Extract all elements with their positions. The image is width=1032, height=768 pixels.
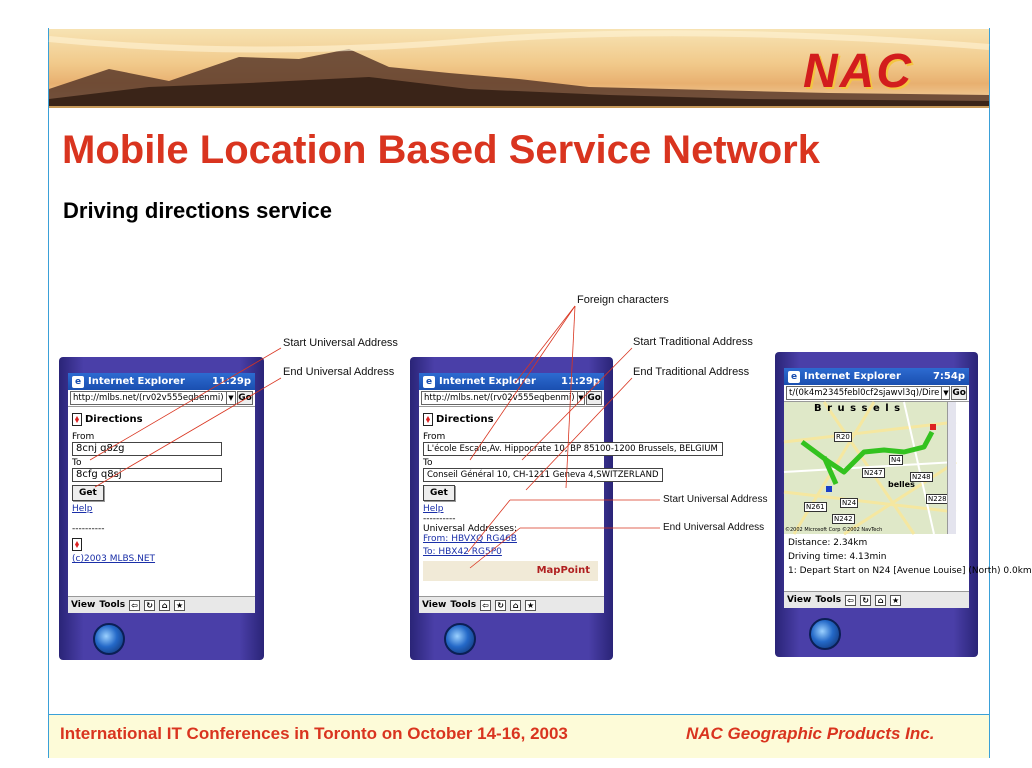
ie-icon: e (423, 376, 435, 388)
device3-step-1: 1: Depart Start on N24 [Avenue Louise] (North) 0.0km (788, 566, 1032, 576)
start-flag-icon (826, 486, 832, 492)
device2-app-name: Internet Explorer (439, 376, 536, 387)
callout-start-universal-2: Start Universal Address (663, 494, 768, 505)
device3-driving-time: Driving time: 4.13min (788, 552, 887, 562)
pocketpc-device-3 (775, 352, 1032, 657)
device2-view-menu[interactable]: View (422, 600, 447, 610)
device2-command-bar (419, 596, 604, 613)
device1-clock: 11:29p (212, 376, 251, 387)
device1-from-label: From (72, 432, 95, 442)
compass-icon (423, 413, 433, 426)
map-scrollbar[interactable] (947, 402, 956, 534)
callout-foreign-characters: Foreign characters (577, 294, 669, 306)
refresh-icon[interactable]: ↻ (860, 595, 871, 606)
device1-copyright-link[interactable]: (c)2003 MLBS.NET (72, 554, 156, 564)
device1-screen (68, 373, 255, 613)
device3-titlebar (784, 368, 969, 385)
device2-universal-label: Universal Addresses: (423, 524, 518, 534)
pocketpc-device-1 (59, 357, 264, 660)
device2-titlebar (419, 373, 604, 390)
device1-heading-text: Directions (85, 414, 143, 425)
device2-from-link[interactable]: From: HBVXQ RG46B (423, 534, 517, 544)
callout-end-traditional: End Traditional Address (633, 366, 750, 378)
refresh-icon[interactable]: ↻ (495, 600, 506, 611)
device2-tools-menu[interactable]: Tools (450, 600, 477, 610)
chevron-down-icon[interactable]: ▼ (942, 386, 950, 400)
device3-address-bar (784, 385, 969, 402)
device3-directions (784, 534, 1032, 580)
device2-to-input[interactable]: Conseil Général 10, CH-1211 Geneva 4,SWITZERLAND (423, 468, 663, 482)
device1-tools-menu[interactable]: Tools (99, 600, 126, 610)
device3-tools-menu[interactable]: Tools (815, 595, 842, 605)
navigation-button[interactable] (444, 623, 476, 655)
device3-view-menu[interactable]: View (787, 595, 812, 605)
map-place-label: belles (888, 480, 915, 489)
device3-url-input[interactable]: t/(0k4m2345febl0cf2sjawvl3q)/Dire (786, 386, 942, 400)
device2-from-label: From (423, 432, 446, 442)
road-label-n248: N248 (912, 473, 931, 481)
device2-address-bar (419, 390, 604, 407)
device1-from-input[interactable]: 8cnj q8zg (72, 442, 222, 456)
refresh-icon[interactable]: ↻ (144, 600, 155, 611)
road-label-n4: N4 (891, 456, 901, 464)
device1-divider: ---------- (72, 524, 105, 534)
chevron-down-icon[interactable]: ▼ (578, 391, 586, 405)
home-icon[interactable]: ⌂ (875, 595, 886, 606)
device2-from-input[interactable]: L'école Escale,Av. Hippocrate 10, BP 85100-1200 Brussels, BELGIUM (423, 442, 723, 456)
device1-titlebar (68, 373, 255, 390)
device1-to-label: To (72, 458, 82, 468)
callout-end-universal-2: End Universal Address (663, 522, 765, 533)
road-label-r20: R20 (836, 433, 850, 441)
callout-end-universal-1: End Universal Address (283, 366, 395, 378)
device1-address-bar (68, 390, 255, 407)
callout-start-traditional: Start Traditional Address (633, 336, 753, 348)
home-icon[interactable]: ⌂ (159, 600, 170, 611)
device1-go-button[interactable]: Go (238, 393, 252, 403)
device3-clock: 7:54p (932, 371, 965, 382)
device2-to-link[interactable]: To: HBX42 RG5P0 (423, 547, 502, 557)
ie-icon: e (72, 376, 84, 388)
device3-go-button[interactable]: Go (952, 388, 966, 398)
slide-subtitle: Driving directions service (63, 198, 332, 223)
map-copyright: ©2002 Microsoft Corp ©2002 NavTech (785, 527, 883, 533)
favorites-icon[interactable]: ★ (175, 600, 184, 610)
nac-logo: NAC (803, 45, 913, 98)
road-label-n261: N261 (806, 503, 825, 511)
favorites-icon[interactable]: ★ (526, 600, 535, 610)
end-flag-icon (930, 424, 936, 430)
device2-divider: ---------- (423, 514, 456, 524)
back-arrow-icon[interactable]: ⇦ (845, 595, 856, 606)
chevron-down-icon[interactable]: ▼ (227, 391, 236, 405)
device2-heading-text: Directions (436, 414, 494, 425)
device3-distance: Distance: 2.34km (788, 538, 868, 548)
device2-help-link[interactable]: Help (423, 504, 444, 514)
home-icon[interactable]: ⌂ (510, 600, 521, 611)
device3-screen (784, 368, 1032, 608)
device2-heading (423, 413, 600, 426)
footer-company: NAC Geographic Products Inc. (686, 724, 935, 743)
favorites-icon[interactable]: ★ (891, 595, 900, 605)
device1-get-button[interactable]: Get (72, 485, 104, 501)
device2-go-button[interactable]: Go (587, 393, 601, 403)
ie-icon: e (788, 371, 800, 383)
device1-command-bar (68, 596, 255, 613)
device2-clock: 11:29p (561, 376, 600, 387)
road-label-n24: N24 (842, 499, 857, 507)
road-label-n247: N247 (864, 469, 883, 477)
device3-app-name: Internet Explorer (804, 371, 901, 382)
device2-map-thumbnail (423, 561, 598, 581)
compass-icon (72, 538, 82, 551)
device2-url-input[interactable]: http://mlbs.net/(rv02v555eqbenmi) (421, 391, 578, 405)
compass-icon (72, 413, 82, 426)
callout-start-universal-1: Start Universal Address (283, 337, 398, 349)
road-label-n228: N228 (928, 495, 947, 503)
device2-to-label: To (423, 458, 433, 468)
slide-title: Mobile Location Based Service Network (62, 128, 820, 172)
device2-get-button[interactable]: Get (423, 485, 455, 501)
footer-conference: International IT Conferences in Toronto on October 14-16, 2003 (60, 724, 568, 743)
device1-help-link[interactable]: Help (72, 504, 93, 514)
device1-url-input[interactable]: http://mlbs.net/(rv02v555eqbenmi) (70, 391, 227, 405)
navigation-button[interactable] (93, 623, 125, 655)
banner-divider (49, 106, 989, 108)
road-label-n242: N242 (834, 515, 853, 523)
navigation-button[interactable] (809, 618, 841, 650)
device1-heading (72, 413, 251, 426)
back-arrow-icon[interactable]: ⇦ (129, 600, 140, 611)
map-city-label: B r u s s e l s (814, 403, 902, 414)
back-arrow-icon[interactable]: ⇦ (480, 600, 491, 611)
device1-content (68, 407, 255, 566)
device1-to-input[interactable]: 8cfg q8sj (72, 468, 222, 482)
device1-view-menu[interactable]: View (71, 600, 96, 610)
device3-command-bar (784, 591, 969, 608)
device1-app-name: Internet Explorer (88, 376, 185, 387)
device3-map[interactable] (784, 402, 956, 534)
mappoint-logo: MapPoint (536, 565, 590, 576)
